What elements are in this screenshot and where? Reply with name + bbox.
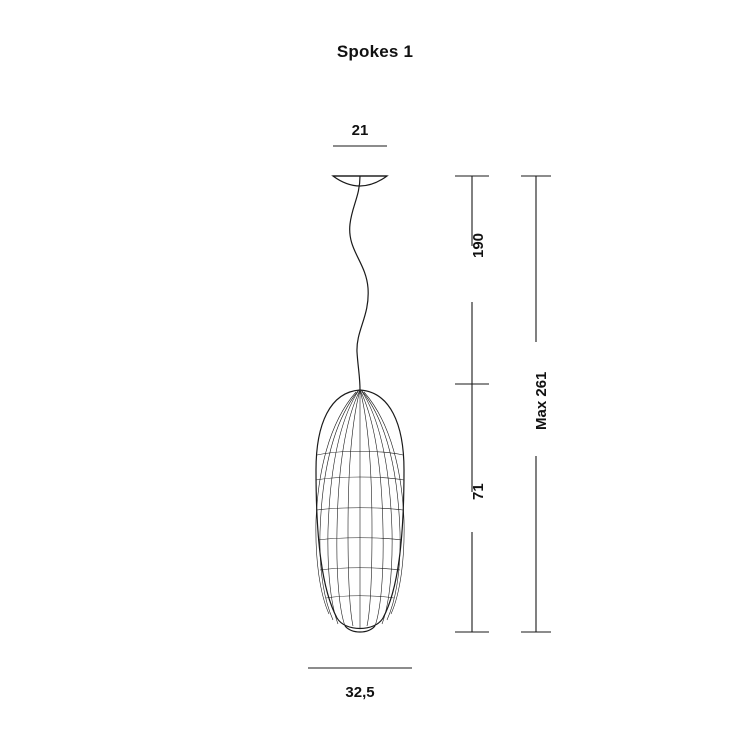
dimension-label-shade-width: 32,5 (345, 684, 375, 701)
page-title: Spokes 1 (336, 42, 414, 61)
dimension-label-total-height: Max 261 (533, 371, 550, 430)
suspension-cable (350, 176, 369, 390)
dimension-label-shade-height: 71 (470, 483, 487, 500)
shade-spokes (316, 390, 404, 628)
dimension-label-suspension-height: 190 (470, 232, 487, 258)
lamp-shade (316, 390, 404, 632)
dimension-label-canopy-width: 21 (351, 122, 369, 139)
